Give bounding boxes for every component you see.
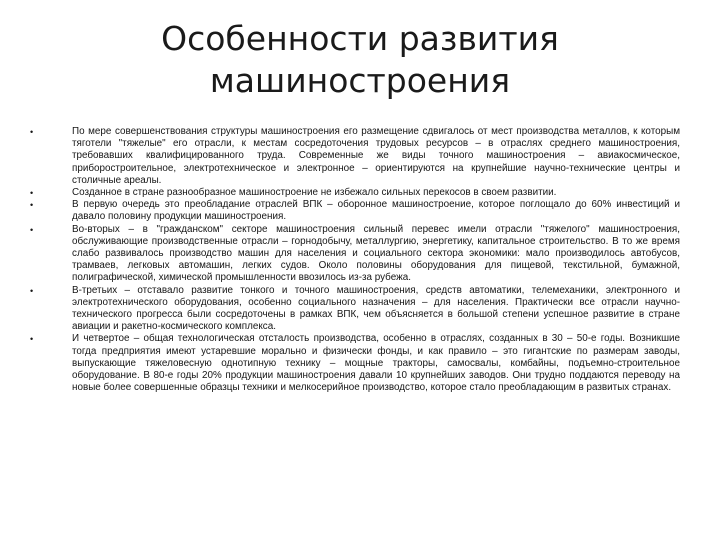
slide-title-line-1: Особенности развития: [161, 19, 559, 58]
bullet-list: [30, 126, 680, 394]
bullet-dot-icon: •: [30, 285, 34, 296]
bullet-text: Во-вторых – в "гражданском" секторе машиностроения сильный перевес имели отрасли "тяжелого" машиностроения, обслуживающие производственные отрасли – горнодобычу, металлургию, энергетику, капитальное строительство. В то же время слабо развивалось производство машин для населения и социального сектора экономики: мало производилось автобусов, трамваев, легковых автомашин, легких судов. Около половины оборудования для пищевой, текстильной, бумажной, полиграфической, химической промышленности ввозилось из-за рубежа.: [72, 223, 680, 284]
bullet-dot-icon: •: [30, 188, 34, 199]
bullet-item: [30, 126, 680, 187]
bullet-text: В-третьих – отставало развитие тонкого и точного машиностроения, средств автоматики, телемеханики, электронного и электротехнического оборудования, особенно социального назначения – для населения. Практически все отрасли научно-технического прогресса были сосредоточены в рамках ВПК, чем объясняется в большой степени успешное развитие в стране авиации и ракетно-космического комплекса.: [72, 284, 680, 333]
bullet-item: [30, 199, 680, 223]
bullet-item: [30, 224, 680, 285]
slide-title-line-2: машиностроения: [209, 61, 511, 100]
bullet-dot-icon: •: [30, 334, 34, 345]
bullet-text: И четвертое – общая технологическая отсталость производства, особенно в отраслях, созданных в 30 – 50-е годы. Возникшие тогда предприятия имеют устаревшие морально и физически фонды, и как правило – это гигантские по размерам заводы, выпускающие тяжеловесную однотипную технику – мощные тракторы, самосвалы, комбайны, подъемно-строительное оборудование. В 80-е годы 20% продукции машиностроения давали 10 крупнейших заводов. Они трудно поддаются переводу на новые более совершенные образцы техники и мелкосерийное производство, которое стало преобладающим в развитых странах.: [72, 333, 680, 394]
bullet-text: В первую очередь это преобладание отраслей ВПК – оборонное машиностроение, которое поглощало до 60% инвестиций и давало половину продукции машиностроения.: [72, 199, 680, 223]
bullet-text: Созданное в стране разнообразное машиностроение не избежало сильных перекосов в своем развитии.: [72, 187, 557, 199]
bullet-item: [30, 187, 680, 199]
bullet-dot-icon: •: [30, 127, 34, 137]
bullet-dot-icon: •: [30, 224, 34, 235]
bullet-dot-icon: •: [30, 200, 34, 211]
slide-title: [150, 18, 570, 102]
bullet-text: По мере совершенствования структуры машиностроения его размещение сдвигалось от мест производства металлов, к которым тяготели "тяжелые" его отрасли, к местам сосредоточения трудовых ресурсов – в отраслях среднего машиностроения, требовавших квалифицированного труда. Современные же виды точного машиностроения – авиакосмическое, приборостроительное, электротехническое и электронное – ориентируются на крупнейшие научно-технические центры и столичные ареалы.: [72, 126, 680, 186]
bullet-item: [30, 333, 680, 394]
bullet-item: [30, 285, 680, 334]
